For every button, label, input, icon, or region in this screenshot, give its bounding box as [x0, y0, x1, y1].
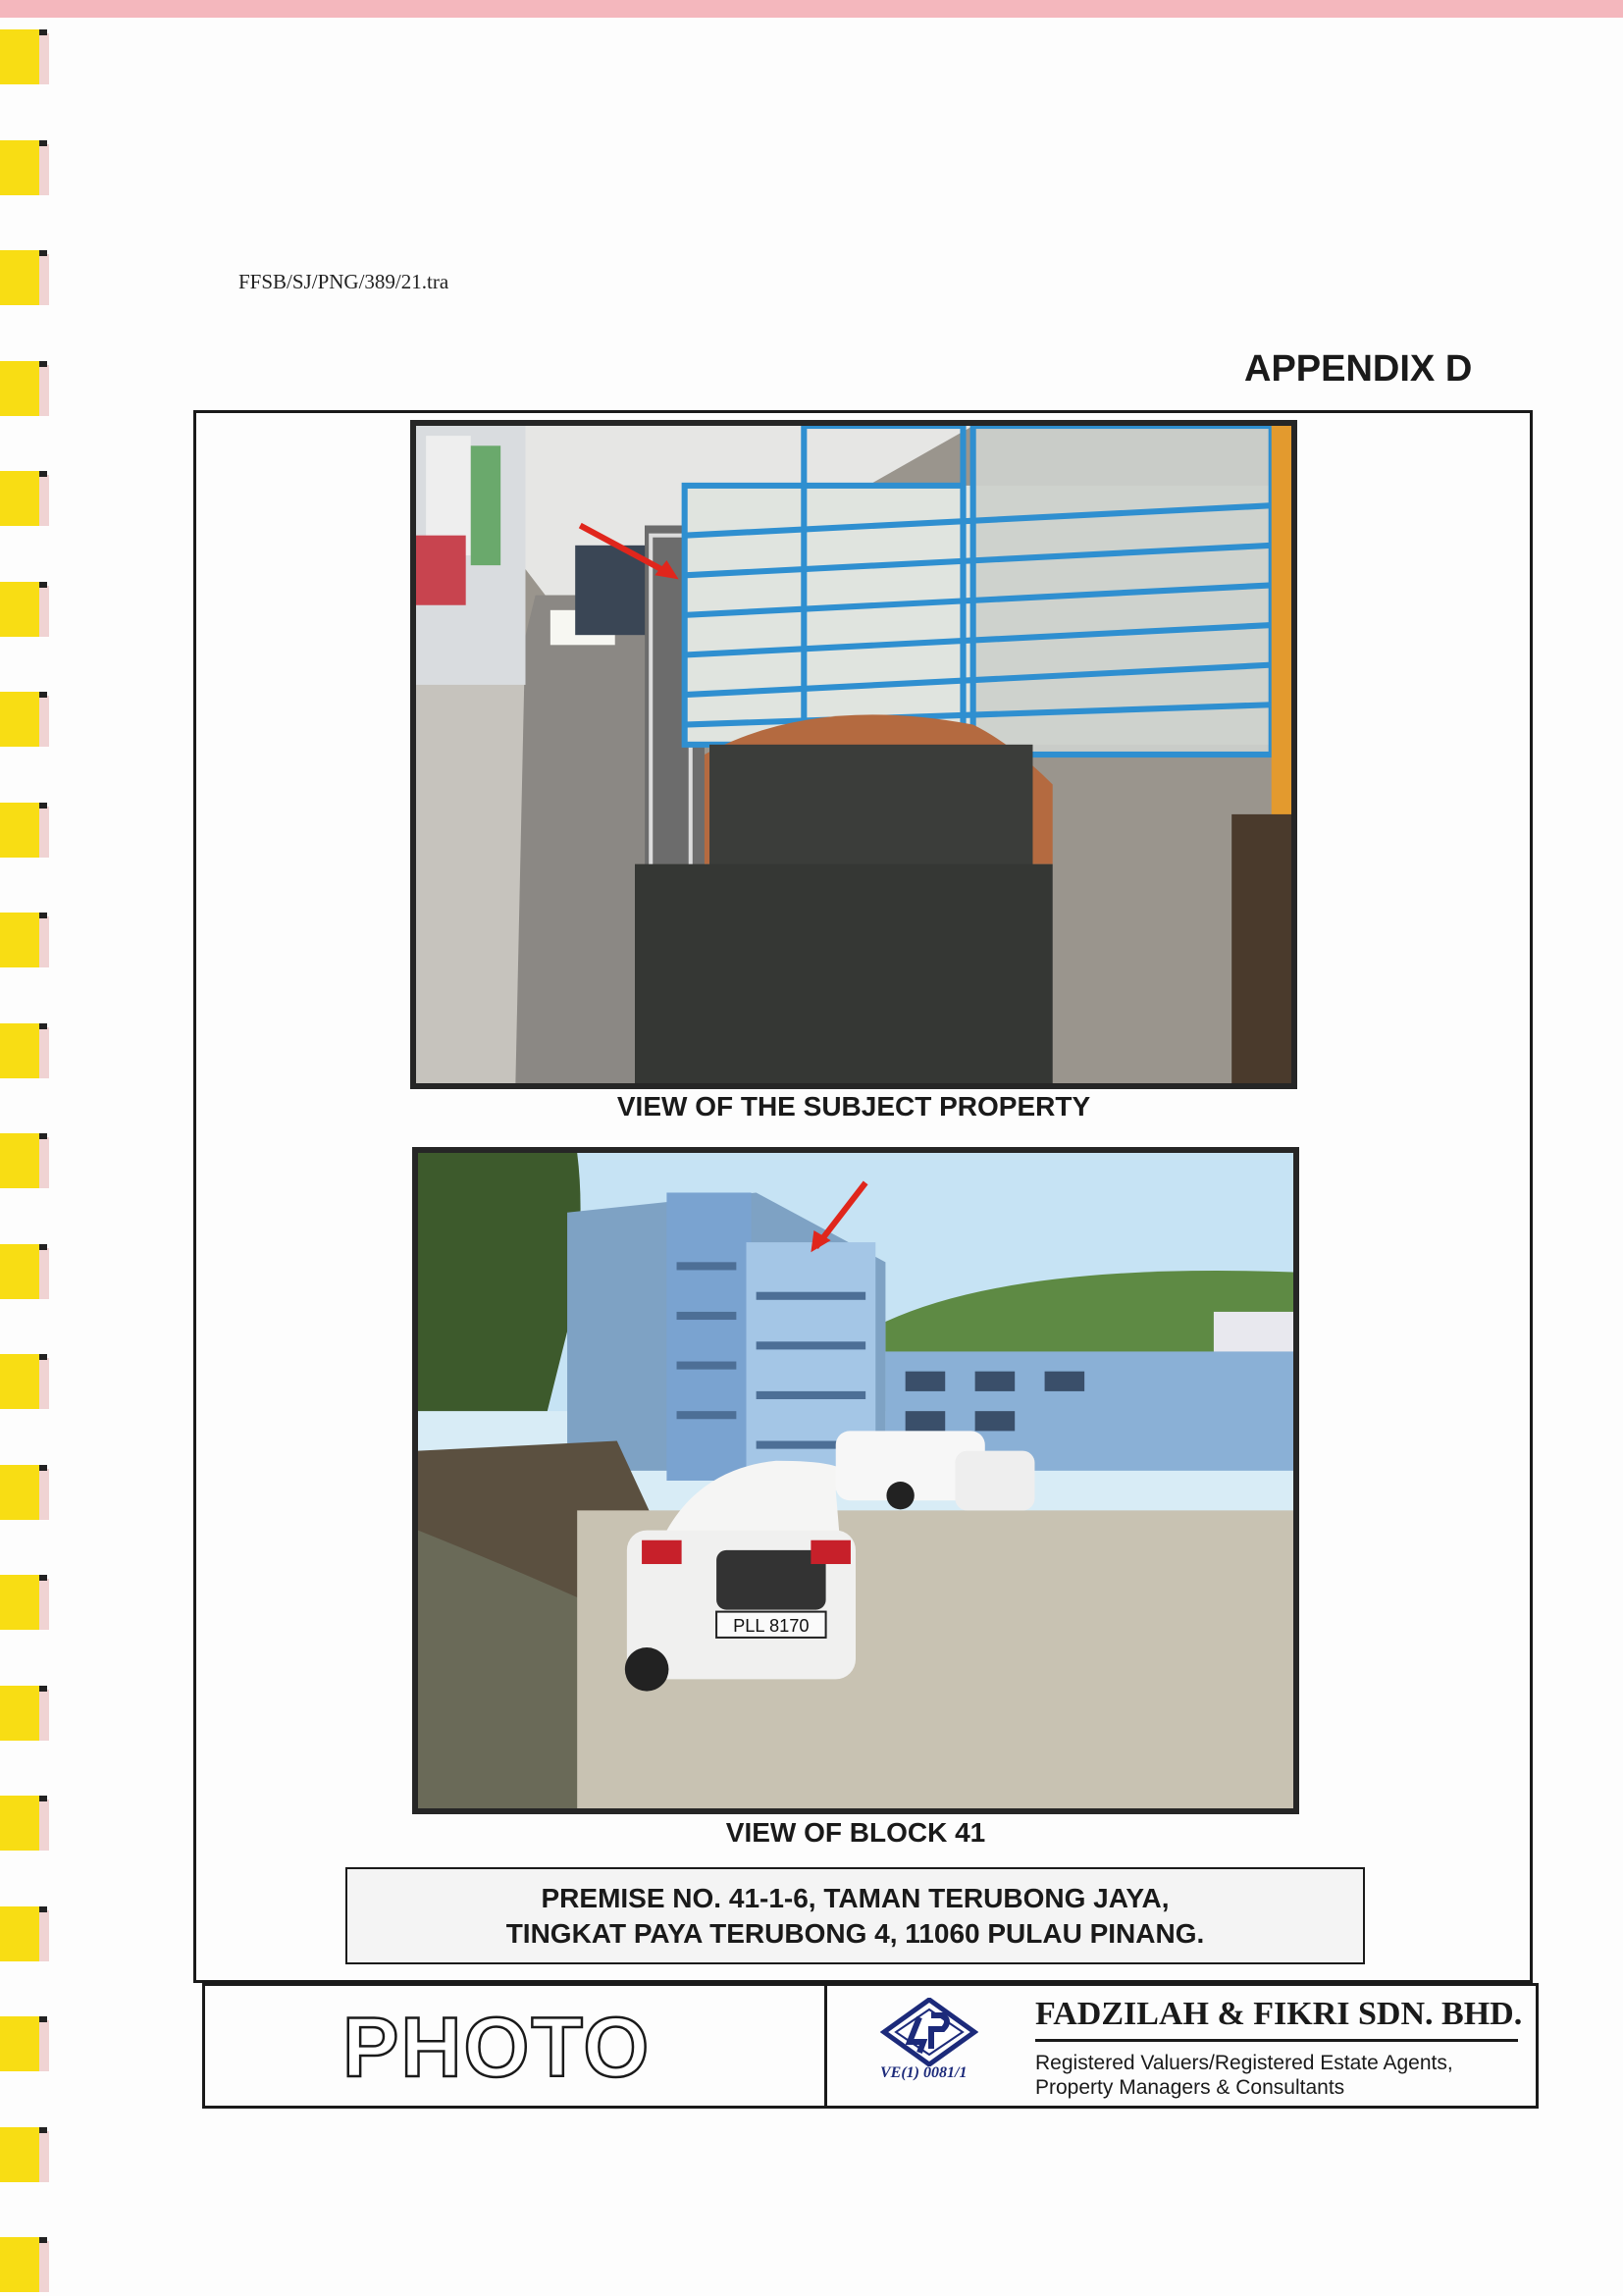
binding-tab — [0, 803, 49, 858]
binding-tab — [0, 1686, 49, 1741]
binding-tab — [0, 2127, 49, 2182]
license-plate: PLL 8170 — [733, 1614, 810, 1636]
appendix-title: APPENDIX D — [1244, 348, 1473, 390]
registration-number: VE(1) 0081/1 — [880, 2064, 968, 2081]
binding-tab — [0, 582, 49, 637]
reference-number: FFSB/SJ/PNG/389/21.tra — [238, 270, 449, 293]
binding-tab — [0, 1906, 49, 1961]
binding-tab — [0, 250, 49, 305]
caption-subject-property: VIEW OF THE SUBJECT PROPERTY — [616, 1091, 1091, 1122]
block-41-image — [418, 1153, 1293, 1808]
binding-tab — [0, 471, 49, 526]
binding-tab — [0, 913, 49, 967]
subject-property-photo — [410, 420, 1297, 1089]
binding-tab — [0, 1796, 49, 1851]
footer-divider — [824, 1986, 827, 2106]
address-line-1: PREMISE NO. 41-1-6, TAMAN TERUBONG JAYA, — [541, 1883, 1170, 1913]
company-name: FADZILAH & FIKRI SDN. BHD. — [1035, 1996, 1523, 2032]
company-logo-icon — [880, 1998, 978, 2066]
binding-tab — [0, 1133, 49, 1188]
company-description — [1035, 2051, 1453, 2100]
binding-tab — [0, 1354, 49, 1409]
binding-tab — [0, 1465, 49, 1520]
address-line-2: TINGKAT PAYA TERUBONG 4, 11060 PULAU PINANG. — [505, 1918, 1205, 1949]
caption-block-41: VIEW OF BLOCK 41 — [725, 1817, 986, 1848]
binding-tabs — [0, 29, 59, 2286]
binding-tab — [0, 361, 49, 416]
binding-tab — [0, 1023, 49, 1078]
binding-tab — [0, 692, 49, 747]
binding-tab — [0, 1244, 49, 1299]
company-desc-line-1: Registered Valuers/Registered Estate Agents, — [1035, 2052, 1453, 2074]
footer-box — [202, 1983, 1539, 2109]
binding-tab — [0, 140, 49, 195]
company-desc-line-2: Property Managers & Consultants — [1035, 2076, 1345, 2099]
company-name-underline — [1035, 2039, 1518, 2042]
photo-label: PHOTO — [342, 2001, 652, 2095]
block-41-photo — [412, 1147, 1299, 1814]
binding-tab — [0, 1575, 49, 1630]
binding-tab — [0, 29, 49, 84]
corridor-image — [416, 426, 1291, 1083]
binding-tab — [0, 2237, 49, 2292]
address-box — [345, 1867, 1365, 1964]
top-edge-strip — [0, 0, 1623, 18]
binding-tab — [0, 2016, 49, 2071]
